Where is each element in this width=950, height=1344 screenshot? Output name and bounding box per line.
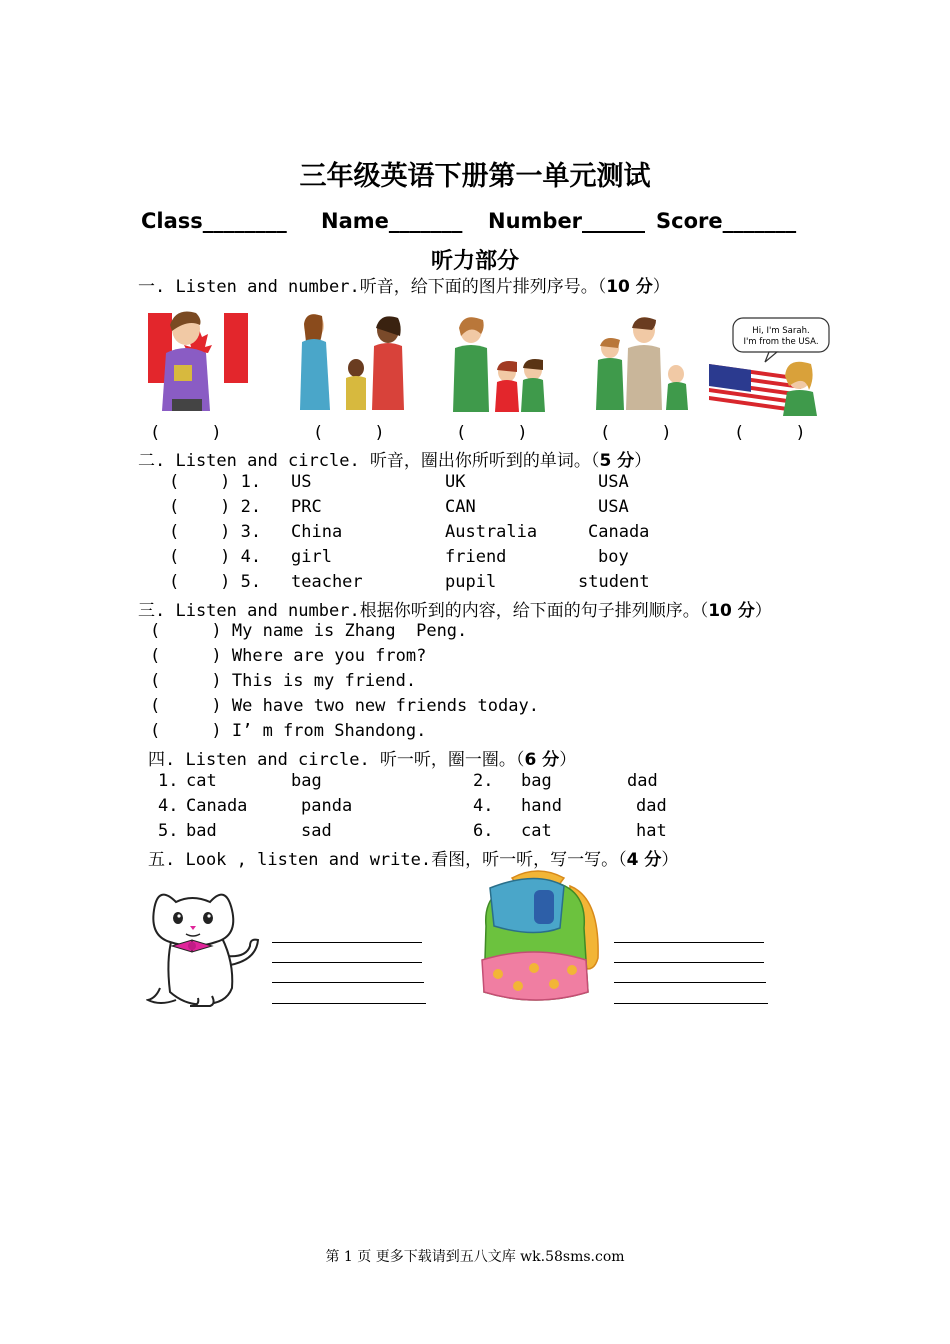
section2-row-5-b[interactable]: pupil: [445, 572, 497, 592]
section4-row-3-w1[interactable]: bad: [186, 821, 217, 841]
bag-answer-line-1[interactable]: [614, 942, 764, 943]
section2-row-4-a[interactable]: girl: [291, 547, 332, 567]
section1-heading: 一. Listen and number.听音，给下面的图片排列序号。（10 分）: [138, 277, 670, 297]
section4-row-3-w3[interactable]: cat: [521, 821, 552, 841]
section2-row-3-c[interactable]: Canada: [588, 522, 650, 542]
woman-kids-picture: [449, 314, 547, 414]
section2-row-5-num[interactable]: ( ) 5.: [169, 572, 262, 592]
section4-row-1-n2: 2.: [473, 771, 494, 791]
score-field: Score_______: [656, 209, 797, 233]
section2-row-1-num[interactable]: ( ) 1.: [169, 472, 262, 492]
cat-answer-line-2[interactable]: [272, 962, 422, 963]
section1-bracket-3[interactable]: ( ): [456, 423, 528, 443]
section4-row-1-w4[interactable]: dad: [627, 771, 658, 791]
number-field: Number______: [488, 209, 646, 233]
two-women-boy-picture: [292, 312, 410, 414]
section4-row-3-n2: 6.: [473, 821, 494, 841]
section1-bracket-5[interactable]: ( ): [734, 423, 806, 443]
canada-boy-picture: [148, 305, 250, 413]
section2-row-5-c[interactable]: student: [578, 572, 650, 592]
section3-heading: 三. Listen and number.根据你听到的内容，给下面的句子排列顺序。（10 分）: [138, 601, 772, 621]
section4-row-1-n1: 1.: [158, 771, 179, 791]
section2-heading: 二. Listen and circle. 听音，圈出你所听到的单词。（5 分）: [138, 451, 652, 471]
page-footer: 第 1 页 更多下载请到五八文库 wk.58sms.com: [325, 1249, 625, 1265]
section4-row-1-w3[interactable]: bag: [521, 771, 552, 791]
section1-bracket-2[interactable]: ( ): [313, 423, 385, 443]
section4-row-3-w4[interactable]: hat: [636, 821, 667, 841]
cat-picture: [146, 880, 264, 1008]
section2-row-3-num[interactable]: ( ) 3.: [169, 522, 262, 542]
section3-sentence-2[interactable]: ( ) Where are you from?: [150, 646, 427, 666]
section4-row-3-w2[interactable]: sad: [301, 821, 332, 841]
section2-row-4-num[interactable]: ( ) 4.: [169, 547, 262, 567]
section4-row-1-w1[interactable]: cat: [186, 771, 217, 791]
section2-row-2-num[interactable]: ( ) 2.: [169, 497, 262, 517]
speech-bubble-line1: Hi, I'm Sarah.: [752, 326, 810, 336]
cat-answer-line-4[interactable]: [272, 1003, 426, 1004]
section2-row-4-c[interactable]: boy: [598, 547, 629, 567]
section1-bracket-4[interactable]: ( ): [600, 423, 672, 443]
bag-answer-line-3[interactable]: [614, 982, 766, 983]
section2-row-2-b[interactable]: CAN: [445, 497, 476, 517]
section4-heading: 四. Listen and circle. 听一听，圈一圈。（6 分）: [148, 750, 577, 770]
schoolbag-picture: [472, 868, 604, 1008]
section4-row-3-n1: 5.: [158, 821, 179, 841]
section2-row-3-a[interactable]: China: [291, 522, 343, 542]
section5-heading: 五. Look , listen and write.看图，听一听，写一写。（4 分）: [148, 850, 679, 870]
section3-sentence-1[interactable]: ( ) My name is Zhang Peng.: [150, 621, 468, 641]
section4-row-2-w4[interactable]: dad: [636, 796, 667, 816]
section4-row-2-n1: 4.: [158, 796, 179, 816]
cat-answer-line-3[interactable]: [272, 982, 424, 983]
cat-answer-line-1[interactable]: [272, 942, 422, 943]
class-field: Class________: [141, 209, 287, 233]
section2-row-5-a[interactable]: teacher: [291, 572, 363, 592]
part-title: 听力部分: [430, 249, 519, 274]
section4-row-2-n2: 4.: [473, 796, 494, 816]
section3-sentence-3[interactable]: ( ) This is my friend.: [150, 671, 417, 691]
section2-row-4-b[interactable]: friend: [445, 547, 507, 567]
section4-row-2-w3[interactable]: hand: [521, 796, 562, 816]
sarah-usa-picture: [705, 316, 831, 416]
section2-row-1-a[interactable]: US: [291, 472, 312, 492]
section2-row-3-b[interactable]: Australia: [445, 522, 538, 542]
section2-row-2-a[interactable]: PRC: [291, 497, 322, 517]
section4-row-1-w2[interactable]: bag: [291, 771, 322, 791]
page-title: 三年级英语下册第一单元测试: [299, 161, 651, 192]
section4-row-2-w2[interactable]: panda: [301, 796, 353, 816]
speech-bubble-line2: I'm from the USA.: [743, 337, 819, 347]
section2-row-2-c[interactable]: USA: [598, 497, 629, 517]
name-field: Name_______: [321, 209, 463, 233]
section3-sentence-5[interactable]: ( ) I’ m from Shandong.: [150, 721, 427, 741]
section4-row-2-w1[interactable]: Canada: [186, 796, 248, 816]
section3-sentence-4[interactable]: ( ) We have two new friends today.: [150, 696, 539, 716]
section2-row-1-c[interactable]: USA: [598, 472, 629, 492]
teacher-students-picture: [596, 312, 690, 414]
bag-answer-line-2[interactable]: [614, 962, 764, 963]
section2-row-1-b[interactable]: UK: [445, 472, 466, 492]
section1-bracket-1[interactable]: ( ): [150, 423, 222, 443]
bag-answer-line-4[interactable]: [614, 1003, 768, 1004]
